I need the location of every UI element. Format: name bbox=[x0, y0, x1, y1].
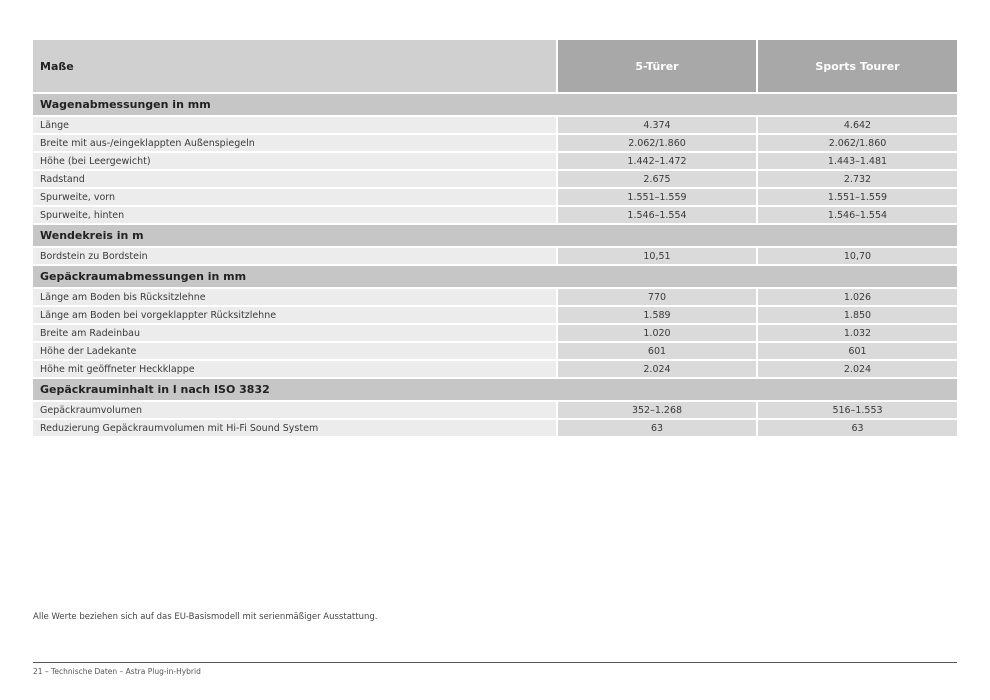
value-sports-tourer: 1.850 bbox=[757, 306, 957, 324]
value-sports-tourer: 63 bbox=[757, 419, 957, 437]
value-5-tuerer: 1.442–1.472 bbox=[557, 152, 757, 170]
footnote: Alle Werte beziehen sich auf das EU-Basismodell mit serienmäßiger Ausstattung. bbox=[33, 612, 378, 622]
row-label: Radstand bbox=[33, 170, 557, 188]
table-row bbox=[33, 306, 957, 324]
value-sports-tourer: 1.026 bbox=[757, 288, 957, 306]
section-title: Gepäckraumabmessungen in mm bbox=[33, 265, 957, 288]
row-label: Bordstein zu Bordstein bbox=[33, 247, 557, 265]
row-label: Höhe (bei Leergewicht) bbox=[33, 152, 557, 170]
value-5-tuerer: 4.374 bbox=[557, 116, 757, 134]
row-label: Höhe der Ladekante bbox=[33, 342, 557, 360]
value-5-tuerer: 770 bbox=[557, 288, 757, 306]
value-5-tuerer: 1.020 bbox=[557, 324, 757, 342]
table-row bbox=[33, 419, 957, 437]
value-5-tuerer: 2.024 bbox=[557, 360, 757, 378]
header-label: Maße bbox=[33, 40, 557, 92]
table-row bbox=[33, 206, 957, 224]
dimensions-table bbox=[33, 40, 957, 438]
value-sports-tourer: 4.642 bbox=[757, 116, 957, 134]
row-label: Breite am Radeinbau bbox=[33, 324, 557, 342]
row-label: Länge am Boden bei vorgeklappter Rücksitzlehne bbox=[33, 306, 557, 324]
table-body bbox=[33, 92, 957, 437]
row-label: Höhe mit geöffneter Heckklappe bbox=[33, 360, 557, 378]
table-row bbox=[33, 247, 957, 265]
row-label: Länge bbox=[33, 116, 557, 134]
page-footer: 21 – Technische Daten – Astra Plug-in-Hybrid bbox=[33, 667, 201, 676]
table-row bbox=[33, 342, 957, 360]
value-sports-tourer: 10,70 bbox=[757, 247, 957, 265]
row-label: Gepäckraumvolumen bbox=[33, 401, 557, 419]
value-sports-tourer: 1.546–1.554 bbox=[757, 206, 957, 224]
table-row bbox=[33, 152, 957, 170]
section-header-row bbox=[33, 224, 957, 247]
section-title: Wagenabmessungen in mm bbox=[33, 94, 957, 116]
value-sports-tourer: 516–1.553 bbox=[757, 401, 957, 419]
value-5-tuerer: 1.551–1.559 bbox=[557, 188, 757, 206]
value-sports-tourer: 601 bbox=[757, 342, 957, 360]
value-5-tuerer: 1.546–1.554 bbox=[557, 206, 757, 224]
row-label: Länge am Boden bis Rücksitzlehne bbox=[33, 288, 557, 306]
value-sports-tourer: 2.062/1.860 bbox=[757, 134, 957, 152]
value-sports-tourer: 2.024 bbox=[757, 360, 957, 378]
value-5-tuerer: 2.062/1.860 bbox=[557, 134, 757, 152]
value-sports-tourer: 1.032 bbox=[757, 324, 957, 342]
section-header-row bbox=[33, 94, 957, 116]
value-5-tuerer: 63 bbox=[557, 419, 757, 437]
value-sports-tourer: 1.551–1.559 bbox=[757, 188, 957, 206]
table-row bbox=[33, 401, 957, 419]
row-label: Breite mit aus-/eingeklappten Außenspiegeln bbox=[33, 134, 557, 152]
value-5-tuerer: 601 bbox=[557, 342, 757, 360]
footer-divider bbox=[33, 662, 957, 663]
value-5-tuerer: 10,51 bbox=[557, 247, 757, 265]
header-5-tuerer: 5-Türer bbox=[557, 40, 757, 92]
row-label: Reduzierung Gepäckraumvolumen mit Hi-Fi Sound System bbox=[33, 419, 557, 437]
row-label: Spurweite, hinten bbox=[33, 206, 557, 224]
table-row bbox=[33, 288, 957, 306]
spec-page bbox=[33, 40, 957, 438]
table-row bbox=[33, 360, 957, 378]
table-row bbox=[33, 170, 957, 188]
row-label: Spurweite, vorn bbox=[33, 188, 557, 206]
table-row bbox=[33, 324, 957, 342]
value-sports-tourer: 2.732 bbox=[757, 170, 957, 188]
value-5-tuerer: 2.675 bbox=[557, 170, 757, 188]
section-header-row bbox=[33, 378, 957, 401]
section-header-row bbox=[33, 265, 957, 288]
value-5-tuerer: 352–1.268 bbox=[557, 401, 757, 419]
header-sports-tourer: Sports Tourer bbox=[757, 40, 957, 92]
section-title: Wendekreis in m bbox=[33, 224, 957, 247]
table-row bbox=[33, 188, 957, 206]
value-5-tuerer: 1.589 bbox=[557, 306, 757, 324]
section-title: Gepäckrauminhalt in l nach ISO 3832 bbox=[33, 378, 957, 401]
value-sports-tourer: 1.443–1.481 bbox=[757, 152, 957, 170]
table-row bbox=[33, 134, 957, 152]
table-header-row bbox=[33, 40, 957, 92]
table-row bbox=[33, 116, 957, 134]
